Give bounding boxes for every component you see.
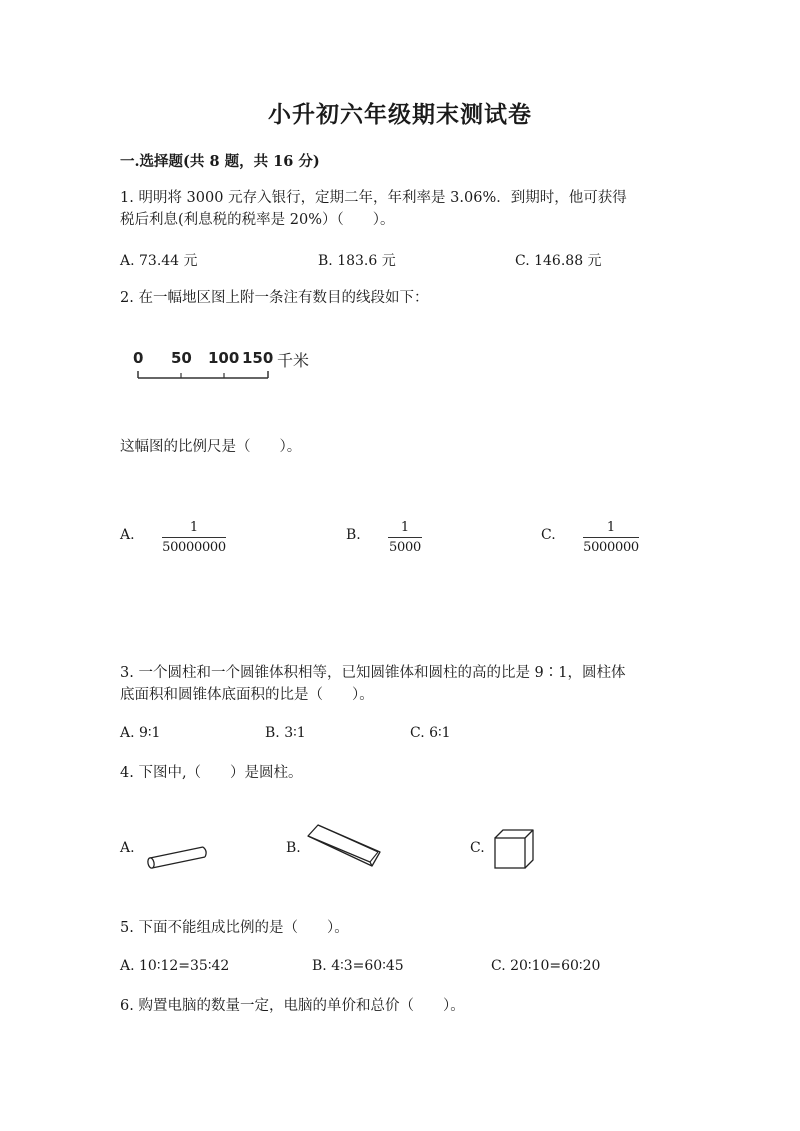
question-5-text: 5. 下面不能组成比例的是（ ）。 xyxy=(120,920,349,936)
cube-icon xyxy=(493,828,535,872)
fraction-denominator: 5000 xyxy=(389,540,421,555)
question-2-option-b-fraction xyxy=(388,520,422,556)
question-3-line-2: 底面积和圆锥体底面积的比是（ ）。 xyxy=(120,687,374,703)
question-6-text: 6. 购置电脑的数量一定，电脑的单价和总价（ ）。 xyxy=(120,998,465,1014)
question-1-option-b: B. 183.6 元 xyxy=(318,253,396,269)
question-4-option-a-label: A. xyxy=(120,840,135,856)
question-2-option-b-label: B. xyxy=(346,527,361,543)
scale-bar xyxy=(125,345,325,385)
question-2-prompt: 这幅图的比例尺是（ ）。 xyxy=(120,439,302,455)
question-1-line-1: 1. 明明将 3000 元存入银行，定期二年，年利率是 3.06%．到期时，他可获得 xyxy=(120,190,627,206)
question-2-option-c-label: C. xyxy=(541,527,556,543)
question-1-option-c: C. 146.88 元 xyxy=(515,253,602,269)
question-1-line-2: 税后利息(利息税的税率是 20%）（ ）。 xyxy=(120,212,395,228)
scale-label-100: 100 xyxy=(208,349,240,367)
question-2-option-a-label: A. xyxy=(120,527,135,543)
page-title: 小升初六年级期末测试卷 xyxy=(268,101,532,128)
fraction-bar xyxy=(583,537,639,538)
question-3-option-a: A. 9∶1 xyxy=(120,725,161,741)
question-5-option-c: C. 20∶10=60∶20 xyxy=(491,958,601,974)
fraction-numerator: 1 xyxy=(400,520,410,535)
scale-label-150: 150 xyxy=(242,349,274,367)
question-4-text: 4. 下图中,（ ）是圆柱。 xyxy=(120,765,303,781)
scale-line xyxy=(125,369,285,383)
question-4-option-c-label: C. xyxy=(470,840,485,856)
question-2-option-a-fraction xyxy=(162,520,226,556)
fraction-denominator: 50000000 xyxy=(162,540,226,555)
triangular-prism-icon xyxy=(304,822,384,874)
cylinder-rod-icon xyxy=(143,844,211,872)
fraction-numerator: 1 xyxy=(189,520,199,535)
question-1-option-a: A. 73.44 元 xyxy=(120,253,198,269)
fraction-numerator: 1 xyxy=(606,520,616,535)
scale-label-50: 50 xyxy=(171,349,192,367)
fraction-denominator: 5000000 xyxy=(583,540,639,555)
question-4-option-b-label: B. xyxy=(286,840,301,856)
scale-label-0: 0 xyxy=(133,349,144,367)
question-5-option-b: B. 4∶3=60∶45 xyxy=(312,958,404,974)
fraction-bar xyxy=(388,537,422,538)
question-2-text: 2. 在一幅地区图上附一条注有数目的线段如下： xyxy=(120,290,429,306)
fraction-bar xyxy=(162,537,226,538)
section-heading: 一.选择题(共 8 题，共 16 分) xyxy=(120,153,320,170)
question-3-line-1: 3. 一个圆柱和一个圆锥体积相等，已知圆锥体和圆柱的高的比是 9∶1，圆柱体 xyxy=(120,665,626,681)
question-5-option-a: A. 10∶12=35∶42 xyxy=(120,958,230,974)
question-3-option-b: B. 3∶1 xyxy=(265,725,306,741)
question-2-option-c-fraction xyxy=(583,520,639,556)
question-3-option-c: C. 6∶1 xyxy=(410,725,451,741)
scale-unit: 千米 xyxy=(277,351,310,370)
